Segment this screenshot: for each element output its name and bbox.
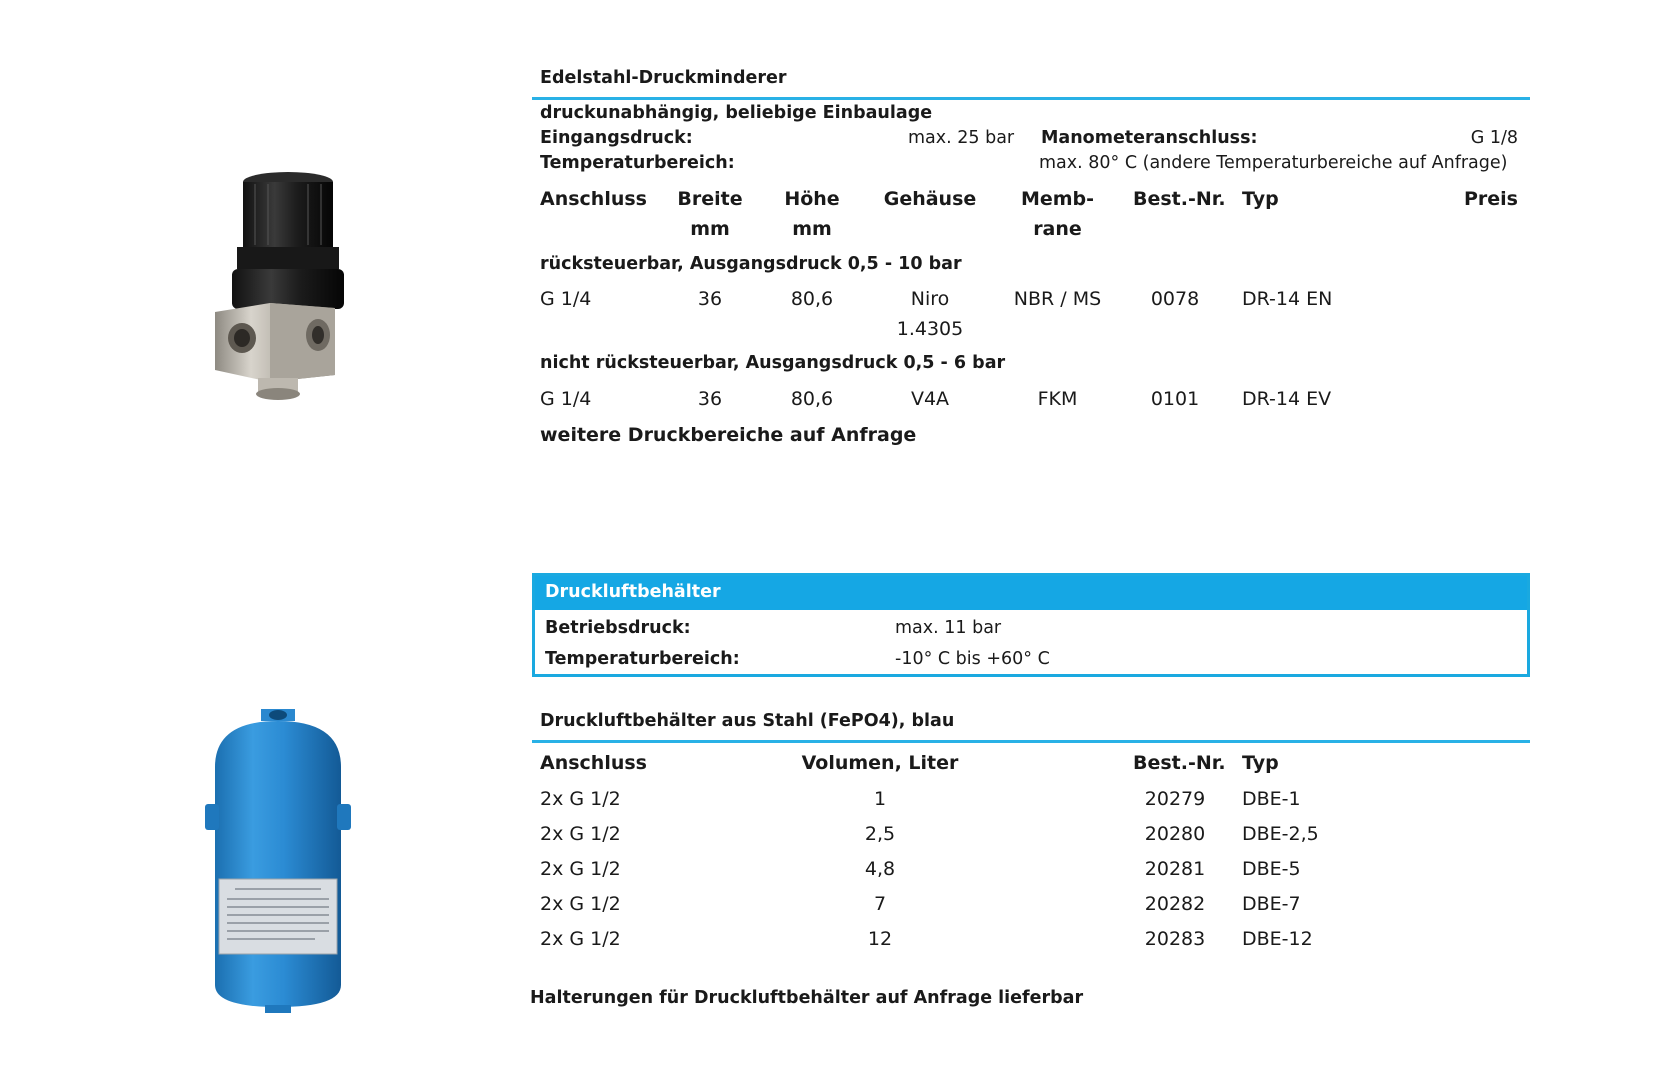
- col-header-hoehe: Höhe: [784, 188, 840, 210]
- tank-col-header-bestnr: Best.-Nr.: [1133, 752, 1226, 774]
- cell-typ: DBE-1: [1242, 788, 1301, 810]
- cell-bestnr: 0078: [1150, 288, 1200, 310]
- tank-col-header-typ: Typ: [1242, 752, 1279, 774]
- cell-volumen: 4,8: [864, 858, 896, 880]
- operating-pressure-label: Betriebsdruck:: [545, 618, 691, 638]
- tank-title-underline: [532, 740, 1530, 743]
- regulator-subtitle: druckunabhängig, beliebige Einbaulage: [540, 103, 933, 123]
- cell-membrane: FKM: [1037, 388, 1078, 410]
- cell-anschluss: 2x G 1/2: [540, 893, 621, 915]
- col-header-gehaeuse: Gehäuse: [883, 188, 977, 210]
- col-header-anschluss: Anschluss: [540, 188, 647, 210]
- cell-anschluss: G 1/4: [540, 288, 592, 310]
- col-header-membrane-2: rane: [1033, 218, 1082, 240]
- col-header-breite: Breite: [677, 188, 743, 210]
- tank-temp-value: -10° C bis +60° C: [895, 649, 1050, 669]
- regulator-note: weitere Druckbereiche auf Anfrage: [540, 424, 917, 446]
- tank-col-header-anschluss: Anschluss: [540, 752, 647, 774]
- air-tank-image: [205, 707, 355, 1017]
- input-pressure-label: Eingangsdruck:: [540, 128, 693, 148]
- cell-typ: DBE-5: [1242, 858, 1301, 880]
- cell-hoehe: 80,6: [790, 288, 834, 310]
- cell-bestnr: 20279: [1144, 788, 1206, 810]
- cell-typ: DBE-2,5: [1242, 823, 1319, 845]
- cell-typ: DBE-7: [1242, 893, 1301, 915]
- tank-col-header-volumen: Volumen, Liter: [801, 752, 959, 774]
- gauge-port-value: G 1/8: [1470, 128, 1518, 148]
- tank-temp-label: Temperaturbereich:: [545, 649, 740, 669]
- col-header-breite-unit: mm: [690, 218, 730, 240]
- cell-anschluss: 2x G 1/2: [540, 788, 621, 810]
- cell-volumen: 12: [867, 928, 893, 950]
- cell-typ: DBE-12: [1242, 928, 1313, 950]
- tank-table-title: Druckluftbehälter aus Stahl (FePO4), blau: [540, 711, 955, 731]
- cell-gehaeuse-2: 1.4305: [896, 318, 964, 340]
- cell-volumen: 1: [873, 788, 887, 810]
- cell-bestnr: 20281: [1144, 858, 1206, 880]
- cell-anschluss: 2x G 1/2: [540, 928, 621, 950]
- col-header-bestnr: Best.-Nr.: [1133, 188, 1226, 210]
- cell-bestnr: 20280: [1144, 823, 1206, 845]
- temp-range-label: Temperaturbereich:: [540, 153, 735, 173]
- col-header-hoehe-unit: mm: [792, 218, 832, 240]
- tank-spec-box: [532, 573, 1530, 677]
- cell-anschluss: 2x G 1/2: [540, 858, 621, 880]
- cell-volumen: 7: [873, 893, 887, 915]
- regulator-title: Edelstahl-Druckminderer: [540, 68, 787, 88]
- cell-typ: DR-14 EV: [1242, 388, 1332, 410]
- pressure-regulator-image: [210, 170, 360, 420]
- cell-breite: 36: [697, 388, 723, 410]
- col-header-membrane: Memb-: [1020, 188, 1095, 210]
- tank-box-title: Druckluftbehälter: [545, 582, 721, 602]
- group-label-ruecksteuerbar: rücksteuerbar, Ausgangsdruck 0,5 - 10 bar: [540, 254, 962, 274]
- tank-note: Halterungen für Druckluftbehälter auf Anfrage lieferbar: [530, 988, 1084, 1008]
- operating-pressure-value: max. 11 bar: [895, 618, 1002, 638]
- group-label-nicht-ruecksteuerbar: nicht rücksteuerbar, Ausgangsdruck 0,5 - 6 bar: [540, 353, 1006, 373]
- cell-bestnr: 20282: [1144, 893, 1206, 915]
- input-pressure-value: max. 25 bar: [908, 128, 1015, 148]
- cell-gehaeuse: Niro: [910, 288, 950, 310]
- title-underline: [532, 97, 1530, 100]
- col-header-preis: Preis: [1463, 188, 1518, 210]
- cell-bestnr: 0101: [1150, 388, 1200, 410]
- cell-gehaeuse: V4A: [910, 388, 950, 410]
- cell-typ: DR-14 EN: [1242, 288, 1333, 310]
- cell-breite: 36: [697, 288, 723, 310]
- gauge-port-label: Manometeranschluss:: [1041, 128, 1258, 148]
- cell-membrane: NBR / MS: [1013, 288, 1102, 310]
- tank-spec-box-header: [535, 576, 1527, 610]
- cell-volumen: 2,5: [864, 823, 896, 845]
- cell-bestnr: 20283: [1144, 928, 1206, 950]
- col-header-typ: Typ: [1242, 188, 1279, 210]
- cell-anschluss: G 1/4: [540, 388, 592, 410]
- cell-hoehe: 80,6: [790, 388, 834, 410]
- cell-anschluss: 2x G 1/2: [540, 823, 621, 845]
- temp-range-value: max. 80° C (andere Temperaturbereiche auf Anfrage): [1039, 153, 1508, 173]
